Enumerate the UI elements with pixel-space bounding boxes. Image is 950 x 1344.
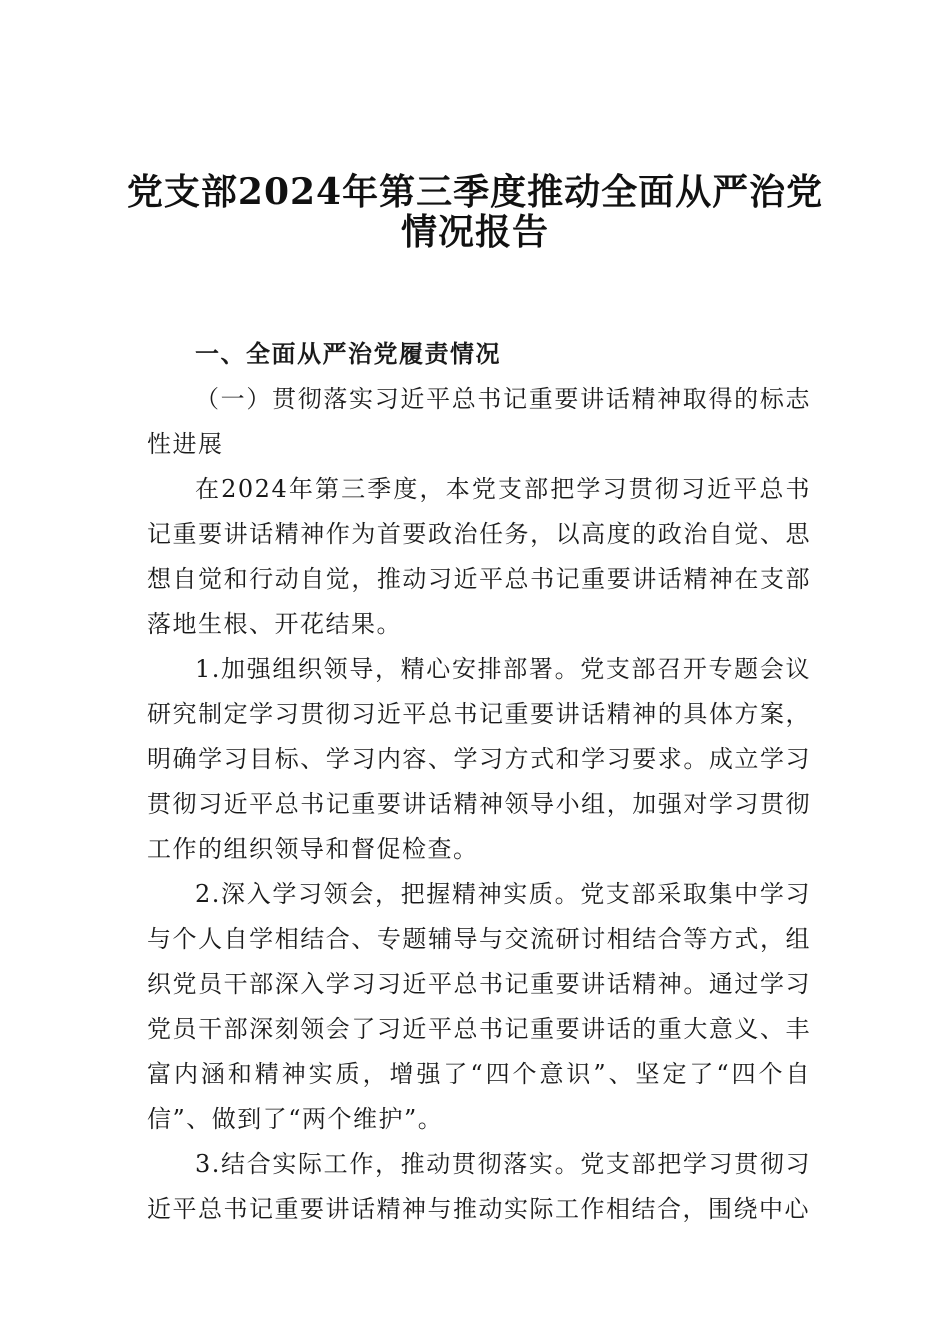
document-title-line-2: 情况报告 [400,211,549,253]
body-paragraph: 2.深入学习领会，把握精神实质。党支部采取集中学习与个人自学相结合、专题辅导与交流研讨相结合等方式，组织党员干部深入学习习近平总书记重要讲话精神。通过学习党员干部深刻领会了习近平总书记重要讲话的重大意义、丰富内涵和精神实质，增强了“四个意识”、坚定了“四个自信”、做到了“两个维护”。 [147,880,811,1133]
body-paragraph: 在2024年第三季度，本党支部把学习贯彻习近平总书记重要讲话精神作为首要政治任务，以高度的政治自觉、思想自觉和行动自觉，推动习近平总书记重要讲话精神在支部落地生根、开花结果。 [147,475,811,638]
document-body [147,332,811,1232]
subsection-heading: （一）贯彻落实习近平总书记重要讲话精神取得的标志性进展 [147,385,811,458]
section-heading: 一、全面从严治党履责情况 [195,340,501,368]
body-paragraph: 1.加强组织领导，精心安排部署。党支部召开专题会议研究制定学习贯彻习近平总书记重要讲话精神的具体方案，明确学习目标、学习内容、学习方式和学习要求。成立学习贯彻习近平总书记重要讲话精神领导小组，加强对学习贯彻工作的组织领导和督促检查。 [147,655,811,863]
document-title-line-1: 党支部2024年第三季度推动全面从严治党 [126,171,824,213]
body-paragraph: 3.结合实际工作，推动贯彻落实。党支部把学习贯彻习近平总书记重要讲话精神与推动实际工作相结合，围绕中心 [147,1150,811,1223]
